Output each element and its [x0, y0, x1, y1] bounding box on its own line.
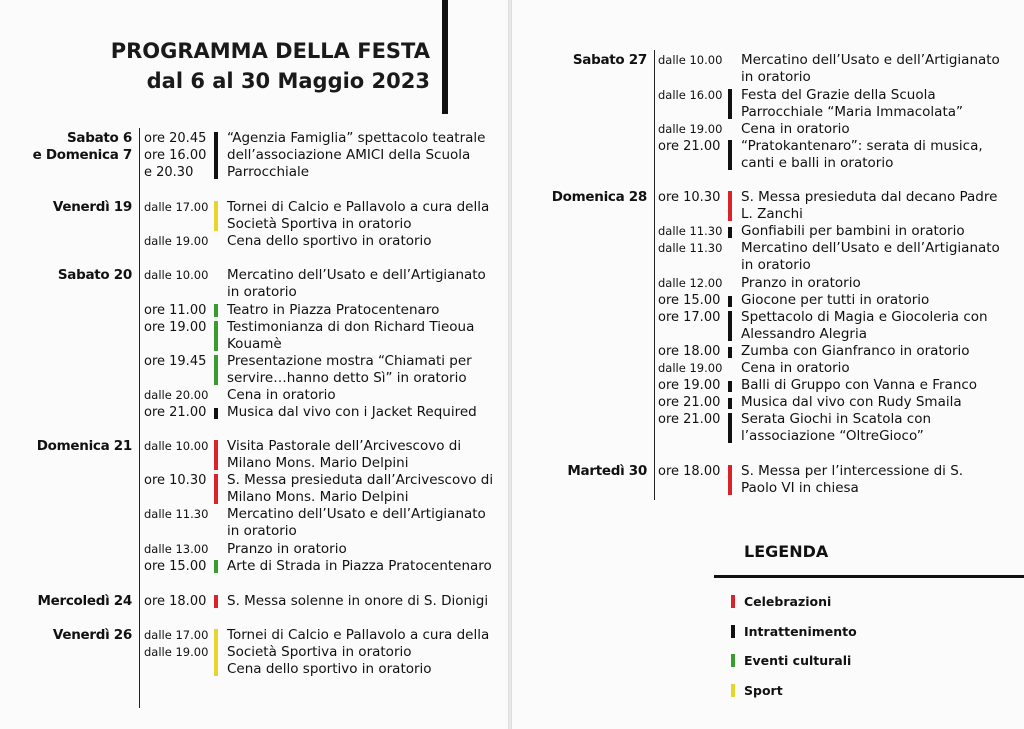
event-time: dalle 20.00 — [144, 388, 209, 402]
event-description: “Agenzia Famiglia” spettacolo teatrale dell’associazione AMICI della Scuola Parrocchiale — [227, 130, 486, 180]
event-time: dalle 19.00 — [658, 122, 723, 136]
event-time: ore 10.30 — [144, 473, 207, 488]
event-time: dalle 10.00 — [144, 439, 209, 453]
event-description: Testimonianza di don Richard Tieoua Kouamè — [227, 319, 475, 352]
category-marker-spo — [214, 629, 218, 676]
category-marker-cel — [728, 191, 732, 221]
category-marker-ent — [728, 140, 732, 170]
category-marker-spo — [214, 201, 218, 231]
legend-swatch — [731, 654, 735, 667]
category-marker-ent — [728, 347, 732, 358]
event-description: Teatro in Piazza Pratocentenaro — [227, 302, 440, 318]
event-description: Visita Pastorale dell’Arcivescovo di Milano Mons. Mario Delpini — [227, 438, 462, 471]
day-label-venerdi-19: Venerdì 19 — [52, 199, 132, 215]
event-description: Mercatino dell’Usato e dell’Artigianato in oratorio — [227, 506, 486, 539]
day-label-mercoledi-24: Mercoledì 24 — [37, 593, 132, 609]
event-time: dalle 10.00 — [144, 268, 209, 282]
event-description: Cena in oratorio — [227, 387, 336, 403]
event-time: dalle 19.00 — [658, 361, 723, 375]
event-description: Musica dal vivo con Rudy Smaila — [741, 394, 962, 410]
legend-item-intrattenimento — [731, 624, 857, 639]
event-description: Giocone per tutti in oratorio — [741, 292, 930, 308]
legend-item-sport — [731, 683, 783, 698]
event-description: Balli di Gruppo con Vanna e Franco — [741, 377, 978, 393]
event-description: Festa del Grazie della Scuola Parrocchiale “Maria Immacolata” — [741, 87, 964, 120]
event-time: ore 18.00 — [658, 344, 721, 359]
category-marker-cel — [728, 465, 732, 495]
event-time: ore 18.00 — [658, 464, 721, 479]
legend-swatch — [731, 625, 735, 638]
day-label-sabato-20: Sabato 20 — [57, 267, 132, 283]
program-title-line2: dal 6 al 30 Maggio 2023 — [146, 69, 430, 93]
event-time: ore 19.00 — [658, 378, 721, 393]
category-marker-ent — [728, 398, 732, 409]
category-marker-ent — [728, 311, 732, 341]
event-description: Pranzo in oratorio — [741, 275, 861, 291]
event-description: S. Messa presieduta dal decano Padre L. Zanchi — [741, 189, 998, 222]
event-description: Cena in oratorio — [741, 121, 850, 137]
event-description: Mercatino dell’Usato e dell’Artigianato in oratorio — [227, 267, 486, 300]
day-label-domenica-28: Domenica 28 — [551, 189, 647, 205]
event-time: ore 10.30 — [658, 190, 721, 205]
event-time: ore 19.00 — [144, 320, 207, 335]
day-label-sabato-6-e-domenica-7: Sabato 6 e Domenica 7 — [32, 130, 132, 163]
event-description: “Pratokantenaro”: serata di musica, canti e balli in oratorio — [741, 138, 983, 171]
event-description: S. Messa per l’intercessione di S. Paolo VI in chiesa — [741, 463, 964, 496]
event-time: dalle 11.30 — [658, 224, 723, 238]
legend-label: Sport — [744, 683, 783, 698]
event-description: Spettacolo di Magia e Giocoleria con Alessandro Alegria — [741, 309, 988, 342]
category-marker-cul — [214, 304, 218, 317]
event-time: ore 18.00 — [144, 594, 207, 609]
schedule-divider-line — [654, 50, 655, 500]
event-description: S. Messa presieduta dall’Arcivescovo di Milano Mons. Mario Delpini — [227, 472, 494, 505]
category-marker-cel — [214, 440, 218, 470]
event-time: dalle 11.30 — [658, 241, 723, 255]
event-time: ore 15.00 — [658, 293, 721, 308]
category-marker-cel — [214, 474, 218, 504]
event-time: dalle 10.00 — [658, 53, 723, 67]
left-page — [0, 0, 508, 729]
event-description: Serata Giochi in Scatola con l’associazione “OltreGioco” — [741, 411, 932, 444]
event-description: Cena dello sportivo in oratorio — [227, 233, 432, 249]
event-time: ore 21.00 — [144, 405, 207, 420]
category-marker-cul — [214, 560, 218, 573]
event-time: dalle 11.30 — [144, 507, 209, 521]
event-description: Musica dal vivo con i Jacket Required — [227, 404, 477, 420]
event-description: Arte di Strada in Piazza Pratocentenaro — [227, 558, 492, 574]
event-time: ore 15.00 — [144, 559, 207, 574]
right-page — [512, 0, 1024, 729]
category-marker-ent — [728, 89, 732, 119]
event-time: dalle 12.00 — [658, 276, 723, 290]
day-label-sabato-27: Sabato 27 — [572, 52, 647, 68]
day-label-domenica-21: Domenica 21 — [36, 438, 132, 454]
event-time: ore 11.00 — [144, 303, 207, 318]
event-description: Pranzo in oratorio — [227, 541, 347, 557]
event-description: Cena in oratorio — [741, 360, 850, 376]
category-marker-cul — [214, 355, 218, 385]
event-description: Zumba con Gianfranco in oratorio — [741, 343, 970, 359]
event-time: ore 20.45 ore 16.00 e 20.30 — [144, 131, 207, 180]
event-description: Mercatino dell’Usato e dell’Artigianato in oratorio — [741, 240, 1000, 273]
event-time: dalle 17.00 dalle 19.00 — [144, 628, 209, 659]
legend-rule — [714, 575, 1024, 578]
event-time: dalle 13.00 — [144, 542, 209, 556]
program-title — [100, 36, 430, 96]
legend-item-celebrazioni — [731, 594, 831, 609]
legend-item-eventi-culturali — [731, 653, 851, 668]
category-marker-ent — [728, 413, 732, 443]
category-marker-cel — [214, 595, 218, 608]
event-time: dalle 17.00 — [144, 200, 209, 214]
legend-swatch — [731, 595, 735, 608]
event-time: dalle 19.00 — [144, 234, 209, 248]
legend-label: Intrattenimento — [744, 624, 857, 639]
category-marker-ent — [214, 132, 218, 179]
event-time: ore 21.00 — [658, 412, 721, 427]
legend-swatch — [731, 684, 735, 697]
event-time: ore 17.00 — [658, 310, 721, 325]
legend-label: Celebrazioni — [744, 594, 832, 609]
event-time: ore 19.45 — [144, 354, 207, 369]
category-marker-ent — [214, 408, 218, 419]
category-marker-ent — [728, 296, 732, 307]
event-time: ore 21.00 — [658, 395, 721, 410]
event-description: Presentazione mostra “Chiamati per servire…hanno detto Sì” in oratorio — [227, 353, 472, 386]
day-label-venerdi-26: Venerdì 26 — [52, 627, 132, 643]
event-time: dalle 16.00 — [658, 88, 723, 102]
legend-title: LEGENDA — [744, 542, 829, 561]
schedule-divider-line — [139, 128, 140, 708]
event-description: Mercatino dell’Usato e dell’Artigianato in oratorio — [741, 52, 1000, 85]
day-label-martedi-30: Martedì 30 — [567, 463, 647, 479]
category-marker-ent — [728, 381, 732, 392]
program-title-line1: PROGRAMMA DELLA FESTA — [110, 39, 430, 63]
event-description: Gonfiabili per bambini in oratorio — [741, 223, 965, 239]
event-description: Tornei di Calcio e Pallavolo a cura della Società Sportiva in oratorio Cena dello sportivo in oratorio — [227, 627, 490, 677]
event-time: ore 21.00 — [658, 139, 721, 154]
event-description: Tornei di Calcio e Pallavolo a cura della Società Sportiva in oratorio — [227, 199, 490, 232]
category-marker-ent — [728, 227, 732, 238]
event-description: S. Messa solenne in onore di S. Dionigi — [227, 593, 489, 609]
category-marker-cul — [214, 321, 218, 351]
title-accent-bar — [442, 0, 448, 114]
legend-label: Eventi culturali — [744, 653, 852, 668]
